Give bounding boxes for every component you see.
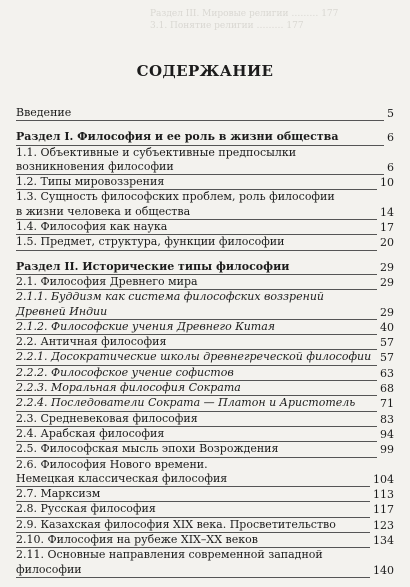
toc-entry-title: Раздел I. Философия и ее роль в жизни общества	[16, 130, 384, 145]
toc-page	[16, 62, 394, 587]
toc-entry-page: 117	[373, 503, 394, 517]
toc-entry-page: 113	[373, 488, 394, 502]
toc-entry-title: 2.2.2. Философское учение софистов	[16, 366, 377, 381]
toc-entry	[16, 442, 394, 457]
toc-entry	[16, 190, 394, 204]
toc-entry-title: 1.4. Философия как наука	[16, 220, 377, 235]
toc-entry-page: 14	[380, 205, 394, 219]
toc-entry	[16, 205, 394, 220]
toc-entry-page: 5	[387, 107, 394, 120]
toc-entry-title: 2.7. Марксизм	[16, 487, 370, 502]
toc-entry-title: 2.2.3. Моральная философия Сократа	[16, 381, 377, 396]
toc-section	[16, 130, 394, 250]
toc-entry	[16, 146, 394, 160]
toc-entry-page: 71	[380, 397, 394, 411]
toc-entry-title: 2.10. Философия на рубеже XIX–XX веков	[16, 533, 370, 548]
toc-entry-title: Немецкая классическая философия	[16, 472, 370, 487]
toc-entry-title: 2.1.1. Буддизм как система философских воззрений	[16, 290, 325, 304]
toc-entry-title: Древней Индии	[16, 305, 377, 320]
page-title: СОДЕРЖАНИЕ	[136, 62, 274, 80]
toc-entry-title: 2.3. Средневековая философия	[16, 412, 377, 427]
toc-entry-page: 6	[387, 131, 394, 145]
ghost-line: 3.1. Понятие религии ……… 177	[150, 21, 304, 31]
toc-entry	[16, 518, 394, 533]
toc-entry-title: философии	[16, 563, 370, 578]
toc-entry-title: 2.1. Философия Древнего мира	[16, 275, 377, 290]
toc-entry-title: 2.9. Казахская философия XIX века. Просветительство	[16, 518, 370, 533]
toc-entry	[16, 335, 394, 350]
toc-entry-title: 1.2. Типы мировоззрения	[16, 175, 377, 190]
toc-list	[16, 106, 394, 578]
toc-entry-page: 99	[380, 443, 394, 457]
toc-entry-page: 20	[380, 236, 394, 250]
toc-entry-page: 57	[380, 336, 394, 350]
toc-entry	[16, 533, 394, 548]
toc-entry	[16, 160, 394, 175]
toc-entry-page: 94	[380, 427, 394, 441]
toc-entry-page: 6	[387, 160, 394, 174]
toc-entry	[16, 487, 394, 502]
toc-entry	[16, 235, 394, 250]
toc-entry-title: 2.8. Русская философия	[16, 502, 370, 517]
toc-entry-page: 140	[373, 563, 394, 577]
toc-entry	[16, 305, 394, 320]
toc-entry	[16, 350, 394, 365]
toc-entry-page: 40	[380, 320, 394, 334]
toc-entry-page: 17	[380, 221, 394, 235]
toc-entry	[16, 412, 394, 427]
toc-entry-title: 2.1.2. Философские учения Древнего Китая	[16, 320, 377, 335]
toc-entry-title: Раздел II. Исторические типы философии	[16, 260, 377, 275]
toc-entry	[16, 175, 394, 190]
toc-entry-page: 10	[380, 176, 394, 190]
toc-entry	[16, 548, 394, 562]
toc-entry	[16, 502, 394, 517]
toc-entry-title: 2.11. Основные направления современной западной	[16, 548, 323, 562]
toc-entry-page: 29	[380, 305, 394, 319]
toc-entry	[16, 396, 394, 411]
toc-entry	[16, 366, 394, 381]
toc-entry	[16, 458, 394, 472]
toc-entry	[16, 275, 394, 290]
toc-entry	[16, 381, 394, 396]
bleed-through-text	[150, 8, 400, 32]
ghost-line: Раздел III. Мировые религии ……… 177	[150, 9, 339, 19]
toc-entry-title: 2.6. Философия Нового времени.	[16, 457, 208, 471]
toc-entry-page: 29	[380, 260, 394, 274]
toc-entry	[16, 220, 394, 235]
toc-entry	[16, 106, 394, 121]
toc-entry	[16, 130, 394, 145]
toc-entry	[16, 290, 394, 304]
toc-entry-page: 63	[380, 366, 394, 380]
toc-entry	[16, 320, 394, 335]
toc-section	[16, 260, 394, 578]
toc-entry-title: 1.1. Объективные и субъективные предпосылки	[16, 145, 297, 159]
toc-entry-title: 1.5. Предмет, структура, функции философии	[16, 235, 377, 250]
toc-entry-title: 2.4. Арабская философия	[16, 427, 377, 442]
toc-entry-title: 2.5. Философская мысль эпохи Возрождения	[16, 442, 377, 457]
toc-entry-page: 83	[380, 412, 394, 426]
toc-entry-page: 134	[373, 534, 394, 548]
toc-entry-page: 29	[380, 275, 394, 289]
toc-entry-title: возникновения философии	[16, 160, 384, 175]
toc-entry-title: Введение	[16, 106, 384, 121]
toc-entry-title: в жизни человека и общества	[16, 205, 377, 220]
toc-entry	[16, 472, 394, 487]
toc-entry-title: 1.3. Сущность философских проблем, роль философии	[16, 190, 335, 204]
toc-entry-page: 104	[373, 472, 394, 486]
toc-entry-page: 123	[373, 518, 394, 532]
toc-entry	[16, 260, 394, 275]
toc-entry-page: 68	[380, 382, 394, 396]
toc-entry-title: 2.2. Античная философия	[16, 335, 377, 350]
toc-section	[16, 106, 394, 121]
toc-entry-page: 57	[380, 351, 394, 365]
toc-entry-title: 2.2.4. Последователи Сократа — Платон и Аристотель	[16, 396, 377, 411]
toc-entry-title: 2.2.1. Досократические школы древнегреческой философии	[16, 350, 377, 365]
toc-entry	[16, 427, 394, 442]
